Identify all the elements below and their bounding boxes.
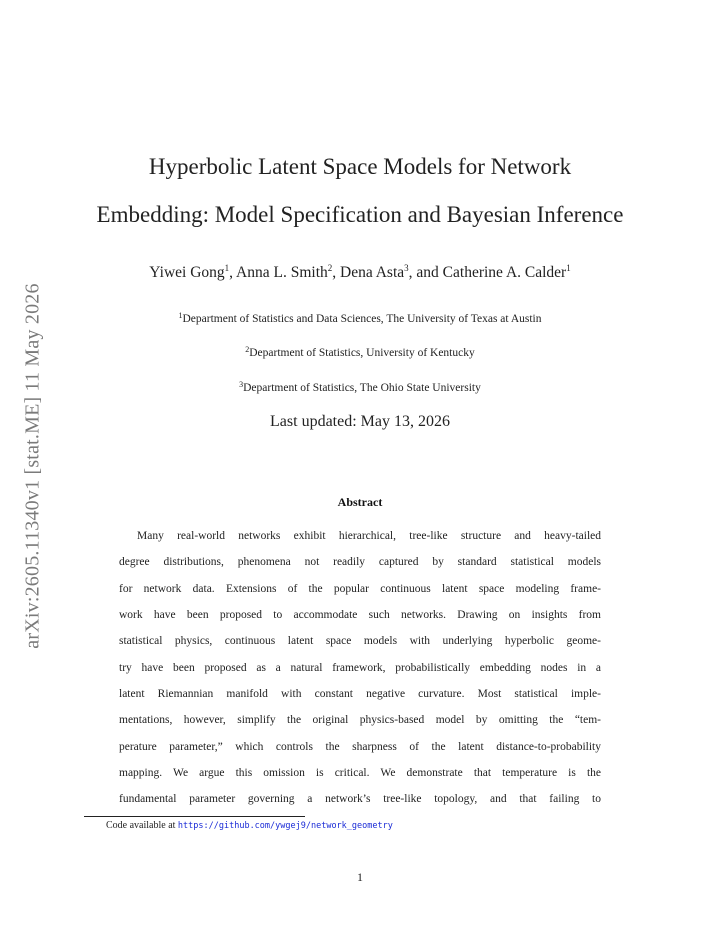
footnote-divider [84,816,305,817]
arxiv-identifier-stamp[interactable]: arXiv:2605.11340v1 [stat.ME] 11 May 2026 [21,283,44,649]
paper-title-line-2: Embedding: Model Specification and Bayesian Inference [96,202,624,227]
author-separator: , [332,264,341,281]
author-affiliation-mark: 1 [566,263,571,273]
affiliation-1 [0,311,720,325]
author-separator: , and [408,264,443,281]
abstract-line: fundamental parameter governing a network’s tree-like topology, and that failing to [119,793,601,805]
abstract-line: work have been proposed to accommodate such networks. Drawing on insights from [119,609,601,621]
author-name: Dena Asta [340,264,405,281]
abstract-line: latent Riemannian manifold with constant negative curvature. Most statistical imple- [119,688,601,700]
last-updated-date: Last updated: May 13, 2026 [270,413,450,430]
author-affiliation-mark: 1 [224,263,230,273]
affiliation-mark: 3 [239,380,244,389]
abstract-line: mapping. We argue this omission is critical. We demonstrate that temperature is the [119,767,601,779]
abstract-heading: Abstract [337,495,383,509]
abstract-line: perature parameter,” which controls the sharpness of the latent distance-to-probability [119,741,601,753]
affiliation-mark: 2 [245,345,250,354]
abstract-line: degree distributions, phenomena not readily captured by standard statistical models [119,556,601,568]
affiliation-text: Department of Statistics, University of Kentucky [249,347,475,359]
footnote [106,820,393,831]
abstract-line: mentations, however, simplify the original physics-based model by omitting the “tem- [119,714,601,726]
abstract-line: for network data. Extensions of the popular continuous latent space modeling frame- [119,583,601,595]
affiliation-text: Department of Statistics, The Ohio State University [243,382,481,394]
affiliation-3 [0,380,720,394]
affiliation-mark: 1 [178,311,183,320]
abstract-line: statistical physics, continuous latent space models with underlying hyperbolic geome- [119,635,601,647]
author-name: Catherine A. Calder [442,264,567,281]
affiliation-text: Department of Statistics and Data Sciences, The University of Texas at Austin [182,313,542,325]
affiliation-2 [0,345,720,359]
abstract-line: try have been proposed as a natural framework, probabilistically embedding nodes in a [119,662,601,674]
author-name: Yiwei Gong [149,264,225,281]
author-separator: , [229,264,237,281]
author-name: Anna L. Smith [236,264,328,281]
author-affiliation-mark: 2 [327,263,333,273]
author-list [0,263,720,282]
abstract-line: Many real-world networks exhibit hierarchical, tree-like structure and heavy-tailed [137,530,601,542]
paper-title-line-1: Hyperbolic Latent Space Models for Network [148,154,572,179]
author-affiliation-mark: 3 [404,263,409,273]
footnote-prefix: Code available at [106,820,178,831]
code-repository-link[interactable]: https://github.com/ywgej9/network_geometry [177,821,393,831]
page-number: 1 [357,870,363,884]
